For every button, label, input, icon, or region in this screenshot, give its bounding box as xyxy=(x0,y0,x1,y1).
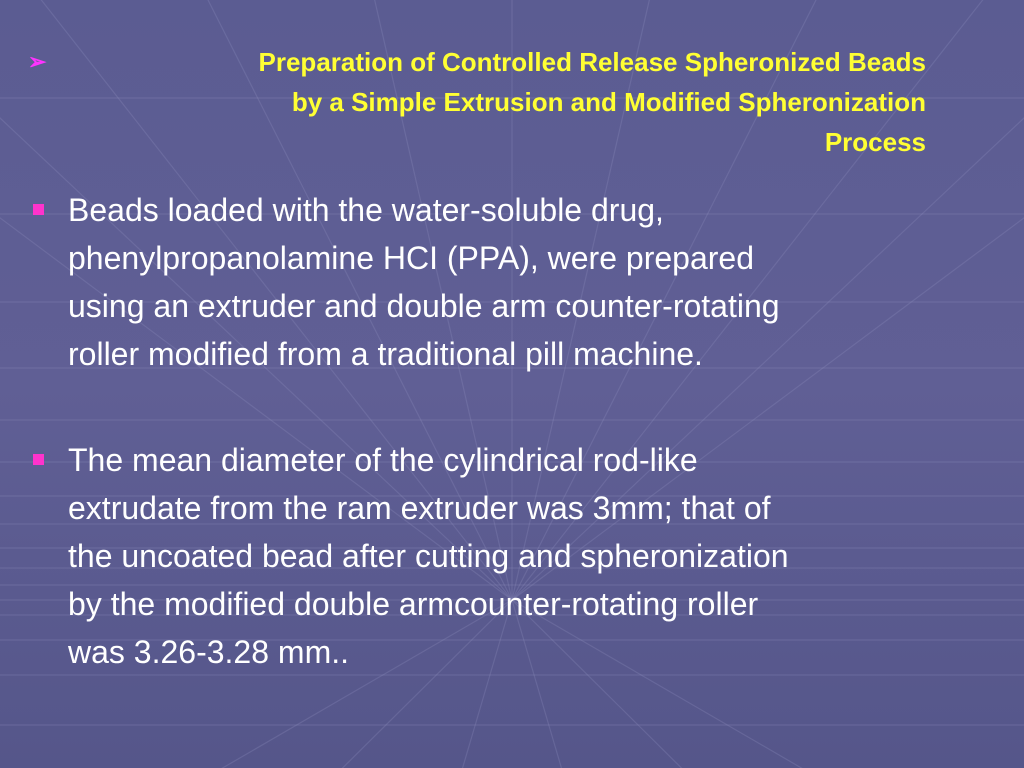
bullet-text-line: roller modified from a traditional pill machine. xyxy=(68,336,703,372)
slide-title xyxy=(28,42,926,162)
bullet-item xyxy=(30,186,970,378)
bullet-text-line: was 3.26-3.28 mm.. xyxy=(68,634,349,670)
square-bullet-icon xyxy=(33,204,44,215)
bullet-text-line: The mean diameter of the cylindrical rod-like xyxy=(68,442,698,478)
bullet-text-line: Beads loaded with the water-soluble drug, xyxy=(68,192,664,228)
arrow-bullet-icon: ➢ xyxy=(28,49,47,74)
title-line: Process xyxy=(824,127,926,157)
bullet-list xyxy=(30,186,970,676)
title-line: Preparation of Controlled Release Spheronized Beads xyxy=(258,47,926,77)
square-bullet-icon xyxy=(33,454,44,465)
bullet-text-line: the uncoated bead after cutting and spheronization xyxy=(68,538,789,574)
title-line: by a Simple Extrusion and Modified Spheronization xyxy=(291,87,926,117)
bullet-text-line: using an extruder and double arm counter-rotating xyxy=(68,288,780,324)
bullet-text-line: phenylpropanolamine HCI (PPA), were prepared xyxy=(68,240,754,276)
bullet-text-line: by the modified double armcounter-rotating roller xyxy=(68,586,759,622)
bullet-item xyxy=(30,436,970,676)
bullet-text-line: extrudate from the ram extruder was 3mm; that of xyxy=(68,490,771,526)
